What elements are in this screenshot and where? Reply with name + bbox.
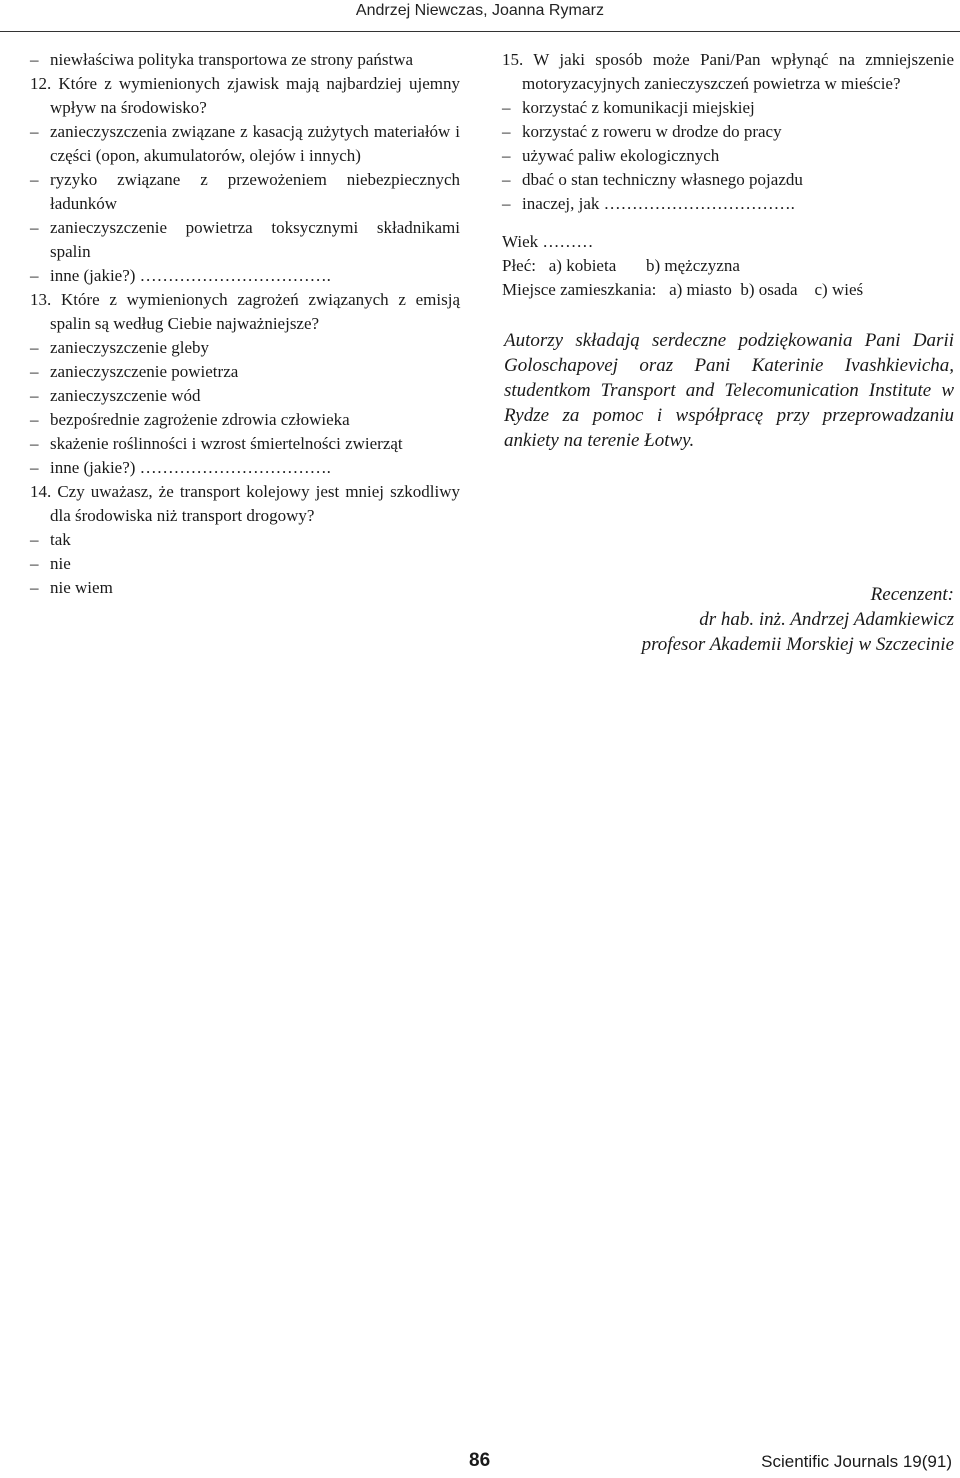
right-column — [502, 48, 954, 453]
reviewer-title: profesor Akademii Morskiej w Szczecinie — [641, 634, 954, 655]
list-item — [30, 48, 460, 72]
dash-bullet: – — [30, 386, 39, 405]
option-text: skażenie roślinności i wzrost śmiertelności zwierząt — [50, 434, 403, 453]
option-text: zanieczyszczenie powietrza toksycznymi składnikami spalin — [50, 218, 460, 261]
list-item — [30, 552, 460, 576]
option-text: nie — [50, 554, 71, 573]
list-item — [30, 120, 460, 168]
dash-bullet: – — [502, 170, 511, 189]
dash-bullet: – — [30, 434, 39, 453]
list-item — [30, 216, 460, 264]
list-item — [30, 528, 460, 552]
option-text: ryzyko związane z przewożeniem niebezpiecznych ładunków — [50, 170, 460, 213]
list-item — [502, 96, 954, 120]
dash-bullet: – — [30, 578, 39, 597]
option-text: korzystać z roweru w drodze do pracy — [522, 122, 782, 141]
option-text: nie wiem — [50, 578, 113, 597]
dash-bullet: – — [30, 362, 39, 381]
option-text: inne (jakie?) ……………………………. — [50, 458, 331, 477]
journal-name: Scientific Journals 19(91) — [761, 1452, 952, 1471]
list-item — [30, 408, 460, 432]
header-rule — [0, 31, 960, 32]
dash-bullet: – — [30, 554, 39, 573]
list-item — [30, 384, 460, 408]
option-text: tak — [50, 530, 71, 549]
list-item — [502, 168, 954, 192]
option-text: zanieczyszczenie gleby — [50, 338, 210, 357]
dash-bullet: – — [30, 338, 39, 357]
list-item — [30, 168, 460, 216]
acknowledgement: Autorzy składają serdeczne podziękowania Pani Darii Goloschapovej oraz Pani Katerinie Ivashkievicha, studentkom Transport and Telecomunication Institute w Rydze za pomoc i współpracę przy przeprowadzaniu ankiety na terenie Łotwy. — [504, 330, 954, 451]
question-12: 12. Które z wymienionych zjawisk mają najbardziej ujemny wpływ na środowisko? — [30, 74, 460, 117]
question-14: 14. Czy uważasz, że transport kolejowy jest mniej szkodliwy dla środowiska niż transport drogowy? — [30, 482, 460, 525]
dash-bullet: – — [502, 194, 511, 213]
option-text: niewłaściwa polityka transportowa ze strony państwa — [50, 50, 414, 69]
list-item — [502, 120, 954, 144]
option-text: bezpośrednie zagrożenie zdrowia człowieka — [50, 410, 350, 429]
left-column — [30, 48, 460, 600]
list-item — [502, 144, 954, 168]
reviewer-label: Recenzent: — [870, 584, 954, 605]
list-item — [30, 264, 460, 288]
dash-bullet: – — [30, 410, 39, 429]
running-head-authors: Andrzej Niewczas, Joanna Rymarz — [355, 2, 604, 19]
question-15: 15. W jaki sposób może Pani/Pan wpłynąć na zmniejszenie motoryzacyjnych zanieczyszczeń powietrza w mieście? — [502, 50, 954, 93]
dash-bullet: – — [30, 50, 39, 69]
page-footer — [0, 1450, 960, 1478]
list-item — [502, 192, 954, 216]
list-item — [30, 576, 460, 600]
option-text: inne (jakie?) ……………………………. — [50, 266, 331, 285]
dash-bullet: – — [30, 218, 39, 237]
list-item — [30, 432, 460, 456]
list-item — [30, 360, 460, 384]
dash-bullet: – — [30, 266, 39, 285]
dash-bullet: – — [502, 146, 511, 165]
age-field: Wiek ……… — [502, 232, 594, 251]
option-text: inaczej, jak ……………………………. — [522, 194, 795, 213]
reviewer-name: dr hab. inż. Andrzej Adamkiewicz — [699, 609, 954, 630]
dash-bullet: – — [30, 170, 39, 189]
option-text: zanieczyszczenie wód — [50, 386, 201, 405]
sex-field: Płeć: a) kobieta b) mężczyzna — [502, 256, 740, 275]
list-item — [30, 336, 460, 360]
respondent-metadata — [502, 230, 954, 302]
reviewer-block — [534, 582, 954, 657]
option-text: dbać o stan techniczny własnego pojazdu — [522, 170, 803, 189]
dash-bullet: – — [30, 458, 39, 477]
option-text: zanieczyszczenie powietrza — [50, 362, 239, 381]
question-13: 13. Które z wymienionych zagrożeń związanych z emisją spalin są według Ciebie najważniejsze? — [30, 290, 460, 333]
residence-field: Miejsce zamieszkania: a) miasto b) osada c) wieś — [502, 280, 864, 299]
dash-bullet: – — [30, 122, 39, 141]
list-item — [30, 456, 460, 480]
dash-bullet: – — [502, 98, 511, 117]
page-number: 86 — [469, 1450, 491, 1471]
option-text: zanieczyszczenia związane z kasacją zużytych materiałów i części (opon, akumulatorów, olejów i innych) — [50, 122, 460, 165]
dash-bullet: – — [30, 530, 39, 549]
dash-bullet: – — [502, 122, 511, 141]
option-text: używać paliw ekologicznych — [522, 146, 720, 165]
option-text: korzystać z komunikacji miejskiej — [522, 98, 755, 117]
